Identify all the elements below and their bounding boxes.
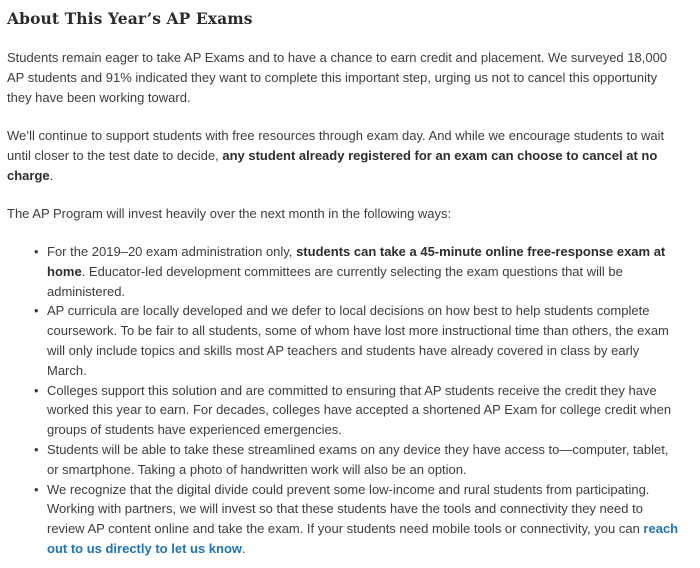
list-item-text: . Educator-led development committees are currently selecting the exam questions that will be administered. [47, 263, 623, 299]
list-item-bold: students can take a 45-minute online free-response exam at home [47, 244, 666, 279]
paragraph-cancel-end: . [49, 168, 54, 183]
paragraph-survey: Students remain eager to take AP Exams and to have a chance to earn credit and placement. We surveyed 18,000 AP students and 91% indicated they want to complete this important step, urging us not to cancel this opportunity they have been working toward. [7, 50, 668, 105]
bullet-icon: • [34, 244, 39, 259]
section-heading: About This Year’s AP Exams [7, 9, 253, 28]
list-item [34, 242, 680, 301]
list-item-text: For the 2019–20 exam administration only, [47, 244, 297, 259]
list-item-text: AP curricula are locally developed and we defer to local decisions on how best to help students complete coursework. To be fair to all students, some of whom have lost more instructional time than others, the exam will only include topics and skills most AP teachers and students have already covered in class by early March. [47, 303, 669, 378]
paragraph-cancel-text: We’ll continue to support students with free resources through exam day. And while we encourage students to wait until closer to the test date to decide, [7, 128, 665, 163]
list-item [34, 301, 680, 380]
list-item-text: Students will be able to take these streamlined exams on any device they have access to—computer, tablet, or smartphone. Taking a photo of handwritten work will also be an option. [47, 441, 669, 477]
bullet-icon: • [34, 382, 39, 398]
paragraph-cancel-policy [7, 126, 680, 186]
list-item-text: . [242, 540, 246, 556]
paragraph-cancel-bold: any student already registered for an exam can choose to cancel at no charge [7, 148, 658, 183]
list-item-text: Colleges support this solution and are committed to ensuring that AP students receive the credit they have worked this year to earn. For decades, colleges have accepted a shortened AP Exam for college credit when groups of students have experienced emergencies. [47, 382, 672, 438]
bullet-icon: • [34, 481, 39, 497]
list-item-text: We recognize that the digital divide could prevent some low-income and rural students from participating. Working with partners, we will invest so that these students have the tools and connectivity they need to review AP content online and take the exam. If your students need mobile tools or connectivity, you can [47, 481, 650, 537]
list-item [34, 480, 680, 559]
paragraph-investment-intro: The AP Program will invest heavily over the next month in the following ways: [7, 206, 452, 221]
bullet-icon: • [34, 441, 39, 457]
list-item [34, 440, 680, 480]
contact-us-link[interactable]: reach out to us directly to let us know [47, 521, 679, 556]
bullet-icon: • [34, 303, 39, 319]
list-item [34, 381, 680, 440]
investment-list [7, 242, 680, 559]
